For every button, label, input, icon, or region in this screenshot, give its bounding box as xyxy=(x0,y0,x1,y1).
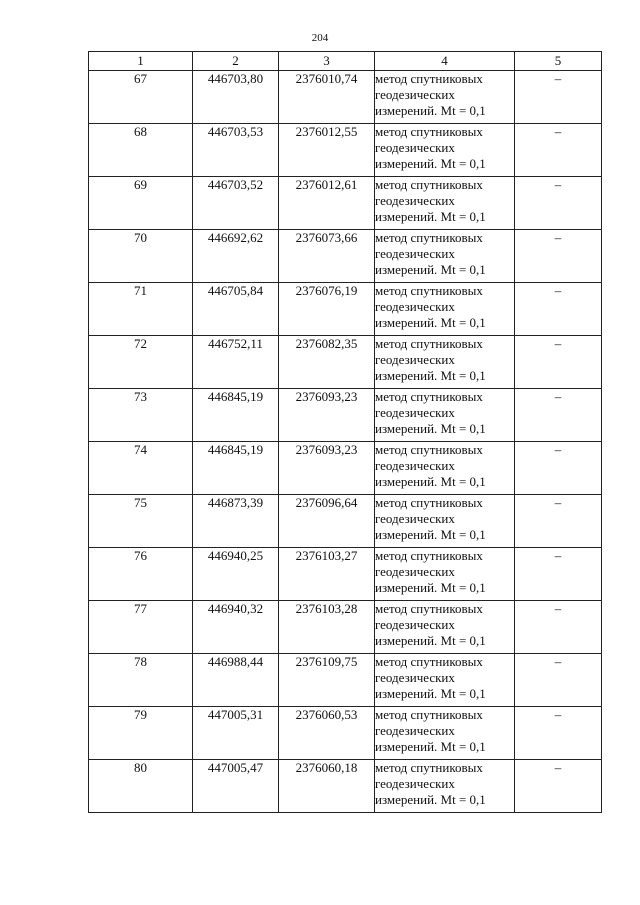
point-number: 69 xyxy=(89,177,193,230)
method-description xyxy=(375,124,515,177)
method-line-1: метод спутниковых xyxy=(375,124,483,139)
column-5-value: – xyxy=(515,654,602,707)
table-row xyxy=(89,654,602,707)
coordinate-y: 2376103,27 xyxy=(279,548,375,601)
method-line-2: геодезических xyxy=(375,670,455,685)
header-col-3: 3 xyxy=(279,52,375,71)
method-line-2: геодезических xyxy=(375,511,455,526)
method-description xyxy=(375,760,515,813)
coordinate-x: 446703,80 xyxy=(193,71,279,124)
coordinate-x: 446873,39 xyxy=(193,495,279,548)
coordinate-x: 446703,53 xyxy=(193,124,279,177)
method-line-2: геодезических xyxy=(375,140,455,155)
page-number: 204 xyxy=(311,32,329,44)
coordinate-y: 2376082,35 xyxy=(279,336,375,389)
table-row xyxy=(89,177,602,230)
coordinate-y: 2376076,19 xyxy=(279,283,375,336)
column-5-value: – xyxy=(515,124,602,177)
method-line-1: метод спутниковых xyxy=(375,654,483,669)
coordinate-x: 447005,31 xyxy=(193,707,279,760)
method-description xyxy=(375,177,515,230)
column-5-value: – xyxy=(515,760,602,813)
method-line-3: измерений. Mt = 0,1 xyxy=(375,209,486,224)
method-line-1: метод спутниковых xyxy=(375,760,483,775)
table-row xyxy=(89,548,602,601)
method-line-3: измерений. Mt = 0,1 xyxy=(375,262,486,277)
method-line-3: измерений. Mt = 0,1 xyxy=(375,527,486,542)
coordinate-x: 446845,19 xyxy=(193,389,279,442)
method-line-3: измерений. Mt = 0,1 xyxy=(375,421,486,436)
table-row xyxy=(89,760,602,813)
method-line-3: измерений. Mt = 0,1 xyxy=(375,633,486,648)
coordinate-y: 2376012,61 xyxy=(279,177,375,230)
method-description xyxy=(375,283,515,336)
point-number: 79 xyxy=(89,707,193,760)
method-line-1: метод спутниковых xyxy=(375,230,483,245)
table-header-row xyxy=(89,52,602,71)
point-number: 78 xyxy=(89,654,193,707)
point-number: 67 xyxy=(89,71,193,124)
method-line-3: измерений. Mt = 0,1 xyxy=(375,315,486,330)
column-5-value: – xyxy=(515,389,602,442)
coordinate-x: 446703,52 xyxy=(193,177,279,230)
method-description xyxy=(375,71,515,124)
method-line-3: измерений. Mt = 0,1 xyxy=(375,156,486,171)
method-line-1: метод спутниковых xyxy=(375,601,483,616)
column-5-value: – xyxy=(515,336,602,389)
method-line-2: геодезических xyxy=(375,776,455,791)
column-5-value: – xyxy=(515,283,602,336)
method-line-3: измерений. Mt = 0,1 xyxy=(375,580,486,595)
coordinate-x: 446940,32 xyxy=(193,601,279,654)
point-number: 77 xyxy=(89,601,193,654)
table-row xyxy=(89,336,602,389)
method-line-3: измерений. Mt = 0,1 xyxy=(375,686,486,701)
column-5-value: – xyxy=(515,707,602,760)
coordinate-y: 2376060,53 xyxy=(279,707,375,760)
column-5-value: – xyxy=(515,71,602,124)
method-line-1: метод спутниковых xyxy=(375,71,483,86)
coordinate-x: 447005,47 xyxy=(193,760,279,813)
method-line-1: метод спутниковых xyxy=(375,283,483,298)
method-description xyxy=(375,548,515,601)
method-line-1: метод спутниковых xyxy=(375,336,483,351)
column-5-value: – xyxy=(515,548,602,601)
table-row xyxy=(89,230,602,283)
method-line-2: геодезических xyxy=(375,87,455,102)
column-5-value: – xyxy=(515,495,602,548)
point-number: 68 xyxy=(89,124,193,177)
coordinate-y: 2376109,75 xyxy=(279,654,375,707)
coordinate-x: 446940,25 xyxy=(193,548,279,601)
table-row xyxy=(89,442,602,495)
point-number: 75 xyxy=(89,495,193,548)
method-line-3: измерений. Mt = 0,1 xyxy=(375,368,486,383)
coordinate-y: 2376093,23 xyxy=(279,389,375,442)
table-row xyxy=(89,707,602,760)
method-line-3: измерений. Mt = 0,1 xyxy=(375,792,486,807)
method-line-1: метод спутниковых xyxy=(375,442,483,457)
coordinate-y: 2376093,23 xyxy=(279,442,375,495)
method-line-2: геодезических xyxy=(375,193,455,208)
table-row xyxy=(89,283,602,336)
method-description xyxy=(375,601,515,654)
point-number: 72 xyxy=(89,336,193,389)
method-line-2: геодезических xyxy=(375,246,455,261)
table-row xyxy=(89,389,602,442)
table-row xyxy=(89,124,602,177)
coordinate-y: 2376073,66 xyxy=(279,230,375,283)
method-description xyxy=(375,230,515,283)
method-description xyxy=(375,389,515,442)
coordinate-y: 2376060,18 xyxy=(279,760,375,813)
column-5-value: – xyxy=(515,442,602,495)
coordinate-x: 446692,62 xyxy=(193,230,279,283)
coordinate-x: 446705,84 xyxy=(193,283,279,336)
table-row xyxy=(89,71,602,124)
header-col-2: 2 xyxy=(193,52,279,71)
coordinate-y: 2376010,74 xyxy=(279,71,375,124)
method-line-3: измерений. Mt = 0,1 xyxy=(375,103,486,118)
column-5-value: – xyxy=(515,601,602,654)
method-description xyxy=(375,707,515,760)
method-line-1: метод спутниковых xyxy=(375,707,483,722)
method-line-1: метод спутниковых xyxy=(375,177,483,192)
method-description xyxy=(375,336,515,389)
method-line-3: измерений. Mt = 0,1 xyxy=(375,474,486,489)
method-line-2: геодезических xyxy=(375,723,455,738)
method-line-2: геодезических xyxy=(375,405,455,420)
coordinate-y: 2376096,64 xyxy=(279,495,375,548)
method-line-1: метод спутниковых xyxy=(375,548,483,563)
method-line-3: измерений. Mt = 0,1 xyxy=(375,739,486,754)
point-number: 74 xyxy=(89,442,193,495)
coordinate-x: 446988,44 xyxy=(193,654,279,707)
method-description xyxy=(375,654,515,707)
coordinate-y: 2376012,55 xyxy=(279,124,375,177)
coordinates-table xyxy=(88,51,602,813)
point-number: 71 xyxy=(89,283,193,336)
table-row xyxy=(89,601,602,654)
point-number: 80 xyxy=(89,760,193,813)
coordinate-y: 2376103,28 xyxy=(279,601,375,654)
point-number: 76 xyxy=(89,548,193,601)
column-5-value: – xyxy=(515,177,602,230)
point-number: 70 xyxy=(89,230,193,283)
point-number: 73 xyxy=(89,389,193,442)
header-col-1: 1 xyxy=(89,52,193,71)
header-col-4: 4 xyxy=(375,52,515,71)
method-line-2: геодезических xyxy=(375,352,455,367)
method-line-2: геодезических xyxy=(375,617,455,632)
column-5-value: – xyxy=(515,230,602,283)
method-line-2: геодезических xyxy=(375,299,455,314)
method-line-1: метод спутниковых xyxy=(375,389,483,404)
method-description xyxy=(375,442,515,495)
method-line-1: метод спутниковых xyxy=(375,495,483,510)
header-col-5: 5 xyxy=(515,52,602,71)
method-description xyxy=(375,495,515,548)
coordinate-x: 446752,11 xyxy=(193,336,279,389)
table-row xyxy=(89,495,602,548)
method-line-2: геодезических xyxy=(375,458,455,473)
coordinate-x: 446845,19 xyxy=(193,442,279,495)
method-line-2: геодезических xyxy=(375,564,455,579)
